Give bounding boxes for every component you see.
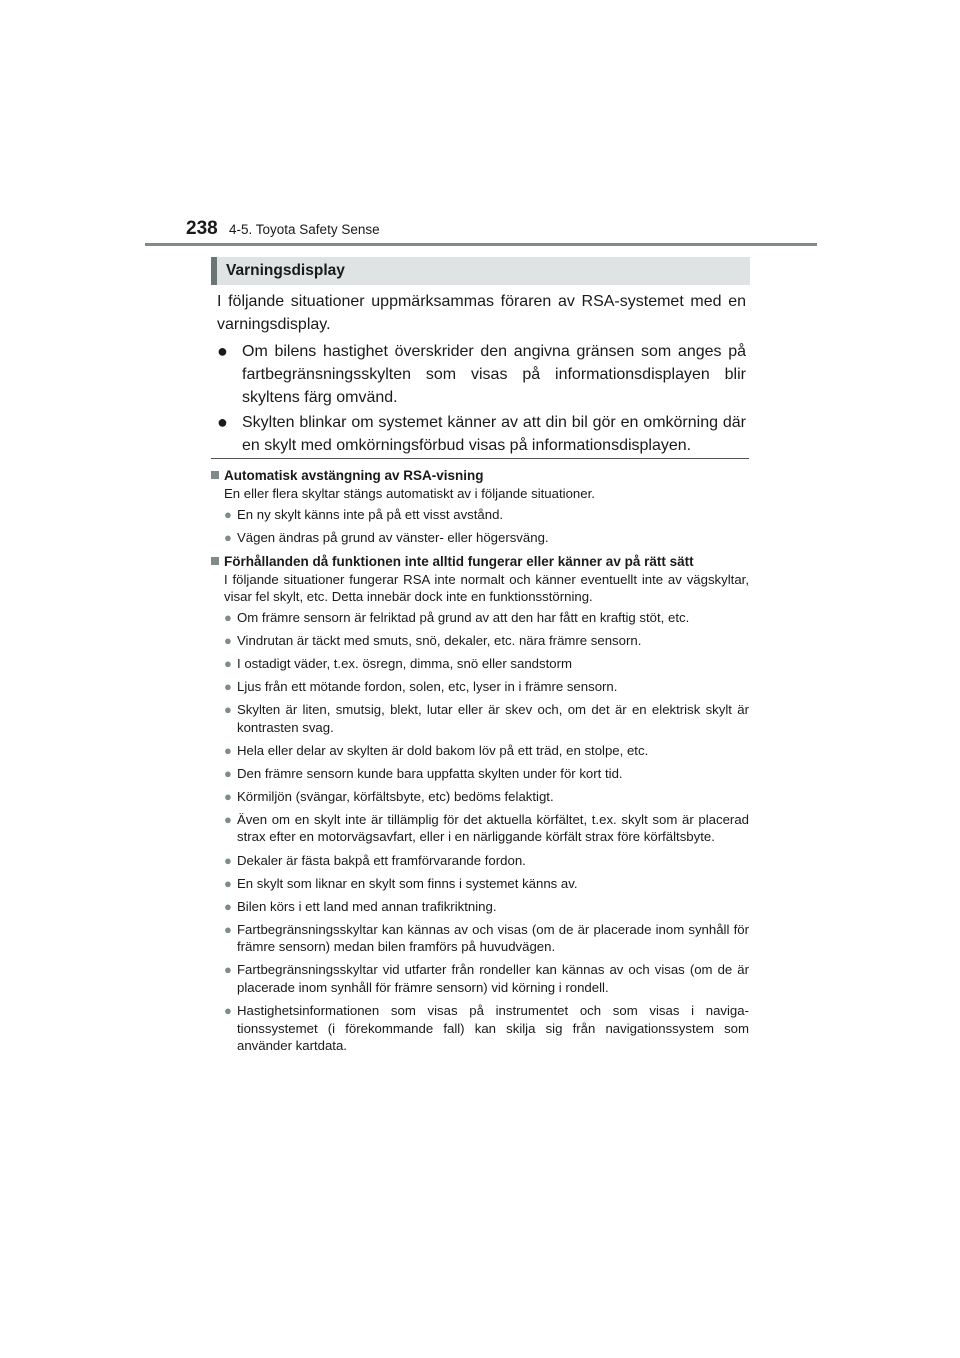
- bullet-text: Skylten blinkar om systemet känner av att din bil gör en omkörning där en skylt med omkörningsförbud visas på informationsdisplayen.: [242, 414, 746, 454]
- note-item-text: Hela eller delar av skylten är dold bakom löv på ett träd, en stolpe, etc.: [237, 742, 649, 758]
- list-item: [224, 701, 749, 736]
- note-body: En eller flera skyltar stängs automatiskt av i följande situationer.: [224, 486, 595, 501]
- dot-icon: ●: [224, 742, 232, 758]
- dot-icon: ●: [224, 632, 232, 648]
- note-item-text: Vindrutan är täckt med smuts, snö, dekaler, etc. nära främre sensorn.: [237, 632, 642, 648]
- dot-icon: ●: [224, 506, 232, 522]
- section-divider: [211, 458, 749, 459]
- dot-icon: ●: [224, 898, 232, 914]
- note-item-text: Vägen ändras på grund av vänster- eller högersväng.: [237, 529, 549, 545]
- note-item-text: Om främre sensorn är felriktad på grund av att den har fått en kraftig stöt, etc.: [237, 609, 690, 625]
- note-heading: [211, 466, 749, 485]
- note-items: [224, 506, 749, 547]
- bullet-dot-icon: ●: [217, 341, 228, 361]
- square-bullet-icon: [211, 557, 219, 565]
- dot-icon: ●: [224, 962, 232, 978]
- note-item-text: Hastighetsinformationen som visas på instrumentet och som visas i naviga-tionssystemet (i förekommande fall) kan skilja sig från navigationssystem som använder kartdata.: [237, 1003, 749, 1053]
- dot-icon: ●: [224, 811, 232, 827]
- list-item: [224, 1002, 749, 1055]
- page-number: 238: [186, 218, 218, 239]
- heading-title: Varningsdisplay: [226, 262, 345, 279]
- dot-icon: ●: [224, 852, 232, 868]
- dot-icon: ●: [224, 655, 232, 671]
- note-item-text: Körmiljön (svängar, körfältsbyte, etc) bedöms felaktigt.: [237, 788, 554, 804]
- note-item-text: Skylten är liten, smutsig, blekt, lutar eller är skev och, om det är en elektrisk skylt är kontrasten svag.: [237, 702, 749, 735]
- heading-marker: [211, 257, 217, 285]
- bullet-dot-icon: ●: [217, 412, 228, 432]
- list-item: [224, 875, 749, 893]
- list-item: [224, 811, 749, 846]
- list-item: [224, 852, 749, 870]
- page-header: [0, 0, 960, 250]
- main-content: [217, 290, 746, 459]
- dot-icon: ●: [224, 788, 232, 804]
- note-item-text: En skylt som liknar en skylt som finns i systemet känns av.: [237, 875, 578, 891]
- dot-icon: ●: [224, 702, 232, 718]
- list-item: [217, 340, 746, 409]
- note-heading: [211, 552, 749, 571]
- note-item-text: Även om en skylt inte är tillämplig för det aktuella körfältet, t.ex. skylt som är placerad strax efter en motorvägsavfart, eller i en närliggande körfält strax före körfältsbyte.: [237, 811, 749, 845]
- dot-icon: ●: [224, 921, 232, 937]
- list-item: [224, 921, 749, 956]
- note-item-text: Ljus från ett mötande fordon, solen, etc, lyser in i främre sensorn.: [237, 678, 618, 694]
- note-item-text: Den främre sensorn kunde bara uppfatta skylten under för kort tid.: [237, 765, 623, 781]
- bullet-text: Om bilens hastighet överskrider den angivna gränsen som anges på fartbegränsningsskylten som visas på informationsdisplayen blir skyltens färg omvänd.: [242, 343, 746, 406]
- heading-bar: [211, 257, 750, 285]
- note-body: I följande situationer fungerar RSA inte normalt och känner eventuellt inte av vägskyltar, visar fel skylt, etc. Detta innebär dock inte en funktionsstörning.: [224, 571, 749, 605]
- note-item-text: Bilen körs i ett land med annan trafikriktning.: [237, 898, 497, 914]
- dot-icon: ●: [224, 678, 232, 694]
- list-item: [224, 655, 749, 673]
- list-item: [224, 961, 749, 996]
- notes-section: [211, 466, 749, 1060]
- list-item: [224, 788, 749, 806]
- dot-icon: ●: [224, 765, 232, 781]
- list-item: [224, 765, 749, 783]
- list-item: [224, 609, 749, 627]
- dot-icon: ●: [224, 1003, 232, 1018]
- note-group-auto-off: [211, 466, 749, 546]
- note-item-text: Fartbegränsningsskyltar kan kännas av och visas (om de är placerade inom synhåll för främre sensorn) medan bilen framförs på huvudvägen.: [237, 921, 749, 955]
- header-rule: [145, 243, 817, 246]
- bullet-list: [217, 340, 746, 457]
- list-item: [217, 411, 746, 457]
- note-items: [224, 609, 749, 1055]
- note-heading-text: Automatisk avstängning av RSA-visning: [224, 468, 484, 483]
- note-heading-text: Förhållanden då funktionen inte alltid fungerar eller känner av på rätt sätt: [224, 553, 694, 569]
- note-item-text: I ostadigt väder, t.ex. ösregn, dimma, snö eller sandstorm: [237, 655, 572, 671]
- note-item-text: Fartbegränsningsskyltar vid utfarter från rondeller kan kännas av och visas (om de är placerade inom synhåll för främre sensorn) vid körning i rondell.: [237, 962, 749, 995]
- list-item: [224, 529, 749, 547]
- dot-icon: ●: [224, 529, 232, 545]
- dot-icon: ●: [224, 609, 232, 625]
- section-title: 4-5. Toyota Safety Sense: [229, 222, 380, 237]
- list-item: [224, 678, 749, 696]
- list-item: [224, 898, 749, 916]
- intro-paragraph: I följande situationer uppmärksammas föraren av RSA-systemet med en varningsdisplay.: [217, 293, 746, 333]
- list-item: [224, 632, 749, 650]
- note-item-text: En ny skylt känns inte på på ett visst avstånd.: [237, 506, 504, 522]
- list-item: [224, 742, 749, 760]
- note-group-conditions: [211, 552, 749, 1055]
- square-bullet-icon: [211, 471, 219, 479]
- note-item-text: Dekaler är fästa bakpå ett framförvarande fordon.: [237, 852, 526, 868]
- list-item: [224, 506, 749, 524]
- dot-icon: ●: [224, 875, 232, 891]
